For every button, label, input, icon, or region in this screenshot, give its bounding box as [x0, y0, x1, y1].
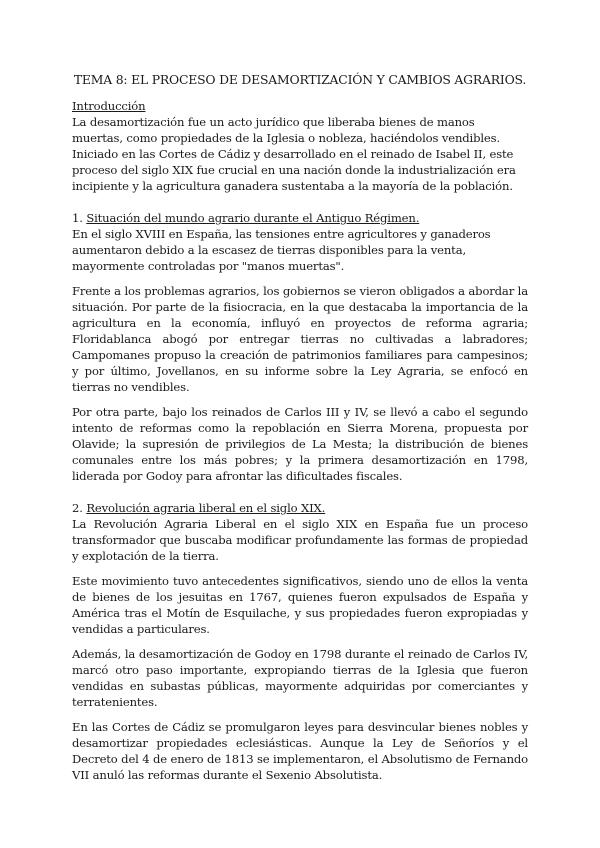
section-2-number: 2. [72, 501, 87, 515]
section-1-paragraph-2: Frente a los problemas agrarios, los gobiernos se vieron obligados a abordar la situación. Por parte de la fisiocracia, en la que destacaba la importancia de la agricultura en la economía, influyó en proyectos de reforma agraria; Floridablanca abogó por entregar tierras no cultivadas a labradores; Campomanes propuso la creación de patrimonios familiares para campesinos; y por último, Jovellanos, en su informe sobre la Ley Agraria, se enfocó en tierras no vendibles. [72, 284, 528, 394]
intro-paragraph-2: Iniciado en las Cortes de Cádiz y desarrollado en el reinado de Isabel II, este proceso del siglo XIX fue crucial en una nación donde la industrialización era incipiente y la agricultura ganadera sustentaba a la mayoría de la población. [72, 147, 516, 193]
document-page [72, 72, 528, 783]
spacer [72, 710, 528, 719]
spacer [72, 637, 528, 646]
section-1-number: 1. [72, 211, 87, 225]
document-title: TEMA 8: EL PROCESO DE DESAMORTIZACIÓN Y CAMBIOS AGRARIOS. [73, 72, 527, 87]
section-2-title: Revolución agraria liberal en el siglo XIX. [86, 501, 326, 515]
section-2-paragraph-3: Además, la desamortización de Godoy en 1798 durante el reinado de Carlos IV, marcó otro paso importante, expropiando tierras de la Iglesia que fueron vendidas en subastas públicas, mayormente adquiridas por comerciantes y terratenientes. [72, 647, 528, 709]
section-2-heading [72, 500, 528, 516]
section-1-heading [72, 210, 528, 226]
section-1-paragraph-1: En el siglo XVIII en España, las tensiones entre agricultores y ganaderos aumentaron debido a la escasez de tierras disponibles para la venta, mayormente controladas por "manos muertas". [72, 227, 491, 273]
spacer [72, 395, 528, 404]
section-2-paragraph-1: La Revolución Agraria Liberal en el siglo XIX en España fue un proceso transformador que buscaba modificar profundamente las formas de propiedad y explotación de la tierra. [72, 517, 528, 563]
spacer [72, 194, 528, 210]
section-1-paragraph-3: Por otra parte, bajo los reinados de Carlos III y IV, se llevó a cabo el segundo intento de reformas como la repoblación en Sierra Morena, propuesta por Olavide; la supresión de privilegios de La Mesta; la distribución de bienes comunales entre los más pobres; y la primera desamortización en 1798, liderada por Godoy para afrontar las dificultades fiscales. [72, 405, 528, 483]
intro-paragraph-1: La desamortización fue un acto jurídico que liberaba bienes de manos muertas, como propiedades de la Iglesia o nobleza, haciéndolos vendibles. [72, 115, 500, 145]
section-2-paragraph-4: En las Cortes de Cádiz se promulgaron leyes para desvincular bienes nobles y desamortizar propiedades eclesiásticas. Aunque la Ley de Señoríos y el Decreto del 4 de enero de 1813 se implementaron, el Absolutismo de Fernando VII anuló las reformas durante el Sexenio Absolutista. [72, 720, 528, 782]
intro-heading: Introducción [72, 99, 146, 113]
spacer [72, 564, 528, 573]
section-1-title: Situación del mundo agrario durante el Antiguo Régimen. [86, 211, 420, 225]
spacer [72, 484, 528, 500]
section-2-paragraph-2: Este movimiento tuvo antecedentes significativos, siendo uno de ellos la venta de bienes de los jesuitas en 1767, quienes fueron expulsados de España y América tras el Motín de Esquilache, y sus propiedades fueron expropiadas y vendidas a particulares. [72, 574, 528, 636]
spacer [72, 274, 528, 283]
